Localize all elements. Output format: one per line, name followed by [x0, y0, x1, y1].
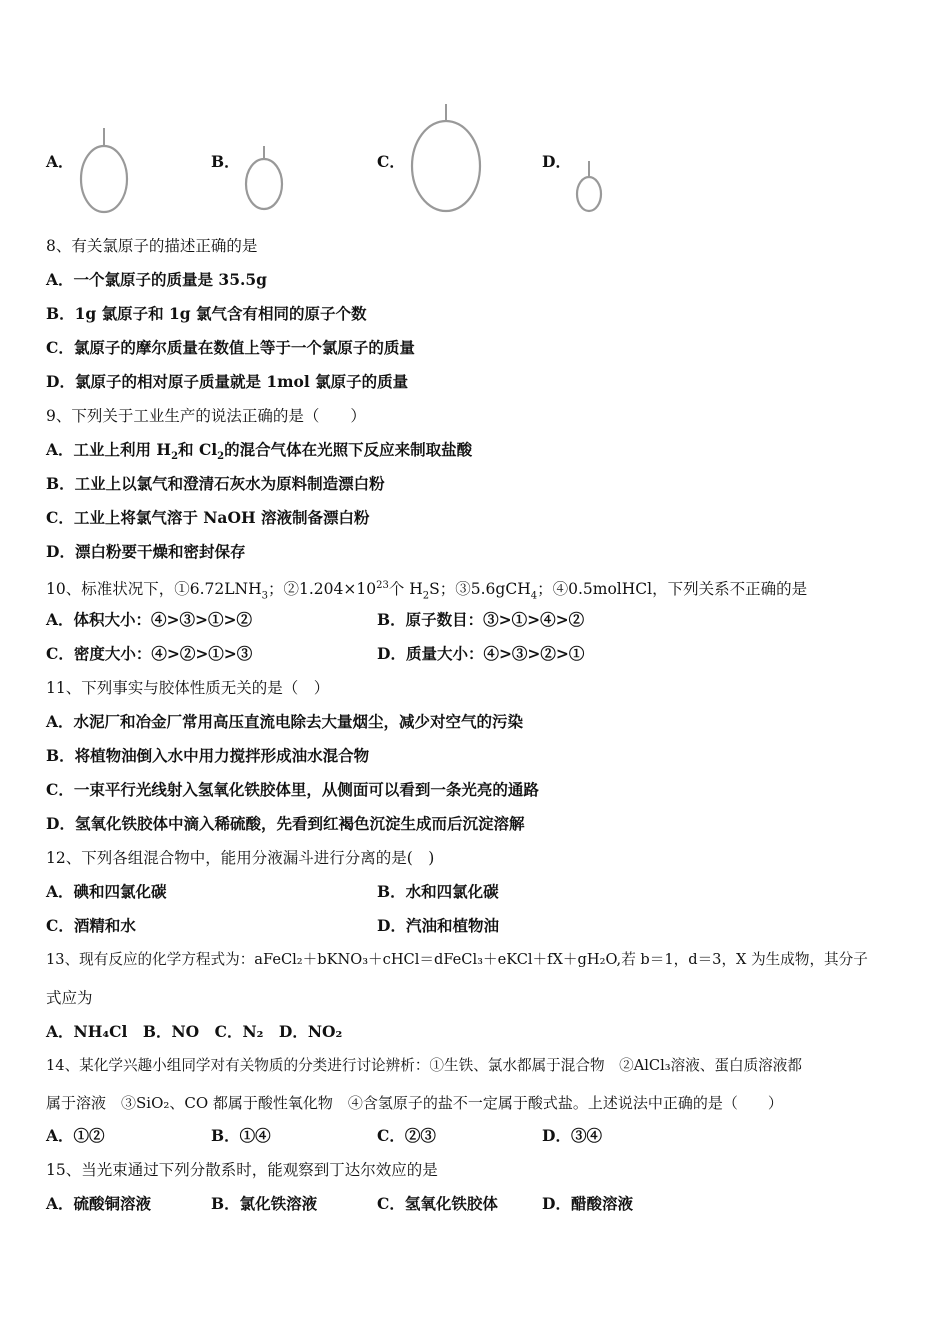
q14-option-b[interactable]: B．①④ — [211, 1126, 271, 1145]
q13-stem-line1: 13、现有反应的化学方程式为：aFeCl₂＋bKNO₃＋cHCl＝dFeCl₃＋eKCl＋fX＋gH₂O,若 b＝1，d＝3，X 为生成物，其分子 — [46, 951, 868, 968]
q8-stem: 8、有关氯原子的描述正确的是 — [46, 237, 258, 255]
q10-option-c[interactable]: C．密度大小：④>②>①>③ — [46, 644, 253, 663]
balloon-a-figure — [81, 128, 127, 212]
q12-stem: 12、下列各组混合物中，能用分液漏斗进行分离的是( ) — [46, 849, 435, 867]
q11-option-b[interactable]: B．将植物油倒入水中用力搅拌形成油水混合物 — [46, 746, 370, 765]
q14-option-a[interactable]: A．①② — [46, 1126, 105, 1145]
q14-stem-line1: 14、某化学兴趣小组同学对有关物质的分类进行讨论辨析：①生铁、氯水都属于混合物 ②AlCl₃溶液、蛋白质溶液都 — [46, 1057, 802, 1074]
q10-stem: 10、标准状况下，$①6.72LNH_3$；$②1.204\times 10^{23}$个 $H_2S$；③5.6gCH$_4$；④0.5molHCl，下列关系不正确的是 — [46, 580, 808, 602]
q7-option-a[interactable]: A． — [46, 152, 74, 171]
q9-option-a[interactable]: A．工业上利用 $H_2$和 $Cl_2$的混合气体在光照下反应来制取盐酸 — [46, 440, 473, 463]
q7-option-d[interactable]: D． — [542, 152, 571, 171]
q8-option-c[interactable]: C．氯原子的摩尔质量在数值上等于一个氯原子的质量 — [46, 338, 415, 357]
q10-option-d[interactable]: D．质量大小：④>③>②>① — [377, 644, 585, 663]
q12-option-d[interactable]: D．汽油和植物油 — [377, 916, 499, 935]
balloon-c-figure — [412, 104, 480, 211]
balloon-d-figure — [577, 161, 601, 211]
q8-option-d[interactable]: D．氯原子的相对原子质量就是 1mol 氯原子的质量 — [46, 372, 409, 391]
q15-option-a[interactable]: A．硫酸铜溶液 — [46, 1194, 152, 1213]
q10-option-b[interactable]: B．原子数目：③>①>④>② — [377, 610, 585, 629]
q14-option-d[interactable]: D．③④ — [542, 1126, 602, 1145]
q12-option-b[interactable]: B．水和四氯化碳 — [377, 882, 499, 901]
q12-option-c[interactable]: C．酒精和水 — [46, 916, 136, 935]
q8-option-b[interactable]: B．1g 氯原子和 1g 氯气含有相同的原子个数 — [46, 304, 367, 323]
q15-option-c[interactable]: C．氢氧化铁胶体 — [377, 1194, 498, 1213]
q11-option-c[interactable]: C．一束平行光线射入氢氧化铁胶体里，从侧面可以看到一条光亮的通路 — [46, 780, 539, 799]
q7-option-b[interactable]: B． — [211, 152, 240, 171]
q11-stem: 11、下列事实与胶体性质无关的是（ ） — [46, 679, 330, 697]
q12-option-a[interactable]: A．碘和四氯化碳 — [46, 882, 167, 901]
q14-stem-line2: 属于溶液 ③SiO₂、CO 都属于酸性氧化物 ④含氢原子的盐不一定属于酸式盐。上述说法中正确的是（ ） — [46, 1094, 783, 1112]
balloon-b-figure — [246, 146, 282, 209]
q15-stem: 15、当光束通过下列分散系时，能观察到丁达尔效应的是 — [46, 1161, 438, 1179]
q11-option-a[interactable]: A．水泥厂和冶金厂常用高压直流电除去大量烟尘，减少对空气的污染 — [46, 712, 524, 731]
q15-option-d[interactable]: D．醋酸溶液 — [542, 1194, 633, 1213]
q9-option-c[interactable]: C．工业上将氯气溶于 NaOH 溶液制备漂白粉 — [46, 508, 370, 527]
q13-stem-line2: 式应为 — [46, 989, 93, 1007]
q15-option-b[interactable]: B．氯化铁溶液 — [211, 1194, 318, 1213]
q9-option-d[interactable]: D．漂白粉要干燥和密封保存 — [46, 542, 246, 561]
q10-option-a[interactable]: A．体积大小：④>③>①>② — [46, 610, 252, 629]
q11-option-d[interactable]: D．氢氧化铁胶体中滴入稀硫酸，先看到红褐色沉淀生成而后沉淀溶解 — [46, 814, 525, 833]
q9-option-b[interactable]: B．工业上以氯气和澄清石灰水为原料制造漂白粉 — [46, 474, 385, 493]
q8-option-a[interactable]: A．一个氯原子的质量是 35.5g — [46, 270, 268, 289]
q7-option-c[interactable]: C． — [377, 152, 405, 171]
q13-options[interactable]: A．NH₄Cl B．NO C．N₂ D．NO₂ — [46, 1022, 343, 1041]
q9-stem: 9、下列关于工业生产的说法正确的是（ ） — [46, 407, 366, 425]
q14-option-c[interactable]: C．②③ — [377, 1126, 436, 1145]
balloon-figures — [0, 0, 950, 230]
